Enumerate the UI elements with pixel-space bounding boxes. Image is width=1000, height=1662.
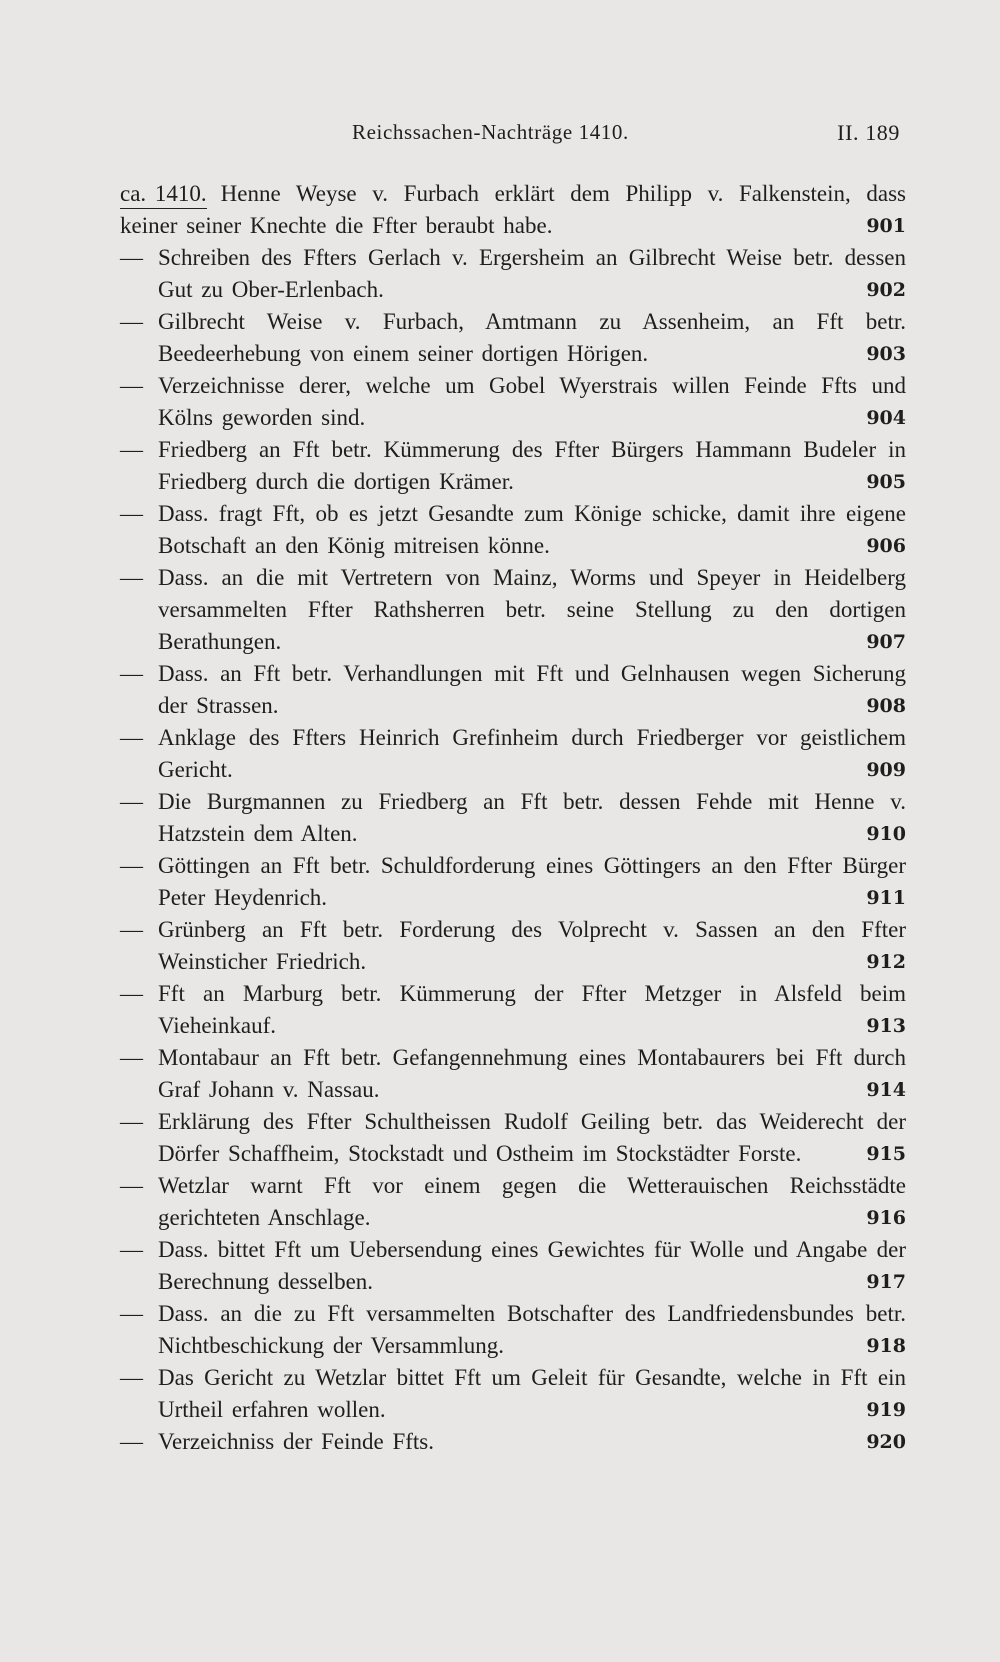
list-item — [120, 434, 910, 498]
list-item — [120, 178, 910, 242]
entry-text: Friedberg an Fft betr. Kümmerung des Ffter Bürgers Hammann Budeler in Friedberg durch die dortigen Krämer. — [158, 437, 906, 494]
entry-dash: — — [120, 1365, 143, 1390]
list-item — [120, 306, 910, 370]
list-item — [120, 1042, 910, 1106]
entry-number: 919 — [866, 1399, 906, 1421]
entry-number: 903 — [866, 343, 906, 365]
entry-text: Dass. an Fft betr. Verhandlungen mit Fft und Gelnhausen wegen Sicherung der Strassen. — [158, 661, 906, 718]
entry-text: Anklage des Ffters Heinrich Grefinheim durch Friedberger vor geistlichem Gericht. — [158, 725, 906, 782]
entry-text: Dass. an die zu Fft versammelten Botschafter des Landfriedensbundes betr. Nichtbeschickung der Versammlung. — [158, 1301, 906, 1358]
list-item — [120, 1362, 910, 1426]
entry-dash: — — [120, 853, 143, 878]
entry-dash: — — [120, 565, 143, 590]
entry-dash: — — [120, 917, 143, 942]
list-item — [120, 370, 910, 434]
entry-text: Wetzlar warnt Fft vor einem gegen die Wetterauischen Reichsstädte gerichteten Anschlage. — [158, 1173, 906, 1230]
entry-dash: — — [120, 1429, 143, 1454]
entry-text: Dass. bittet Fft um Uebersendung eines Gewichtes für Wolle und Angabe der Berechnung desselben. — [158, 1237, 906, 1294]
entry-number: 904 — [866, 407, 906, 429]
list-item — [120, 1106, 910, 1170]
entry-number: 902 — [866, 279, 906, 301]
entry-number: 915 — [866, 1143, 906, 1165]
list-item — [120, 978, 910, 1042]
entry-dash: — — [120, 1237, 143, 1262]
entry-number: 914 — [866, 1079, 906, 1101]
entry-number: 920 — [866, 1431, 906, 1453]
list-item — [120, 1426, 910, 1458]
entry-dash: — — [120, 1109, 143, 1134]
list-item — [120, 914, 910, 978]
entry-dash: — — [120, 1301, 143, 1326]
list-item — [120, 850, 910, 914]
entry-text: Dass. an die mit Vertretern von Mainz, Worms und Speyer in Heidelberg versammelten Ffter Rathsherren betr. seine Stellung zu den dortigen Berathungen. — [158, 565, 906, 654]
entry-text: Montabaur an Fft betr. Gefangennehmung eines Montabaurers bei Fft durch Graf Johann v. Nassau. — [158, 1045, 906, 1102]
entry-text: Schreiben des Ffters Gerlach v. Ergersheim an Gilbrecht Weise betr. dessen Gut zu Ober-Erlenbach. — [158, 245, 906, 302]
entry-text: Das Gericht zu Wetzlar bittet Fft um Geleit für Gesandte, welche in Fft ein Urtheil erfahren wollen. — [158, 1365, 906, 1422]
entry-dash: — — [120, 1045, 143, 1070]
header-title: Reichssachen-Nachträge 1410. — [352, 120, 629, 144]
list-item — [120, 1298, 910, 1362]
entry-number: 911 — [866, 887, 906, 909]
entry-text: Erklärung des Ffter Schultheissen Rudolf Geiling betr. das Weiderecht der Dörfer Schaffheim, Stockstadt und Ostheim im Stockstädter Forste. — [158, 1109, 906, 1166]
list-item — [120, 658, 910, 722]
entry-text: Fft an Marburg betr. Kümmerung der Ffter Metzger in Alsfeld beim Vieheinkauf. — [158, 981, 906, 1038]
entry-list — [120, 178, 910, 1458]
list-item — [120, 786, 910, 850]
entry-number: 909 — [866, 759, 906, 781]
list-item — [120, 242, 910, 306]
entry-dash: — — [120, 789, 143, 814]
entry-text: Henne Weyse v. Furbach erklärt dem Philipp v. Falkenstein, dass keiner seiner Knechte die Ffter beraubt habe. — [120, 181, 906, 238]
entry-text: Göttingen an Fft betr. Schuldforderung eines Göttingers an den Ffter Bürger Peter Heydenrich. — [158, 853, 906, 910]
entry-dash: — — [120, 437, 143, 462]
entry-text: Verzeichniss der Feinde Ffts. — [158, 1429, 434, 1454]
list-item — [120, 722, 910, 786]
entry-text: Verzeichnisse derer, welche um Gobel Wyerstrais willen Feinde Ffts und Kölns geworden sind. — [158, 373, 906, 430]
entry-dash: — — [120, 373, 143, 398]
entry-number: 913 — [866, 1015, 906, 1037]
entry-text: Dass. fragt Fft, ob es jetzt Gesandte zum Könige schicke, damit ihre eigene Botschaft an den König mitreisen könne. — [158, 501, 906, 558]
entry-dash: — — [120, 725, 143, 750]
entry-number: 910 — [866, 823, 906, 845]
entry-text: Gilbrecht Weise v. Furbach, Amtmann zu Assenheim, an Fft betr. Beedeerhebung von einem seiner dortigen Hörigen. — [158, 309, 906, 366]
list-item — [120, 498, 910, 562]
entry-dash: — — [120, 661, 143, 686]
entry-number: 906 — [866, 535, 906, 557]
entry-number: 905 — [866, 471, 906, 493]
entry-dash: — — [120, 1173, 143, 1198]
entry-number: 916 — [866, 1207, 906, 1229]
entry-dash: — — [120, 245, 143, 270]
running-header — [120, 120, 900, 154]
entry-number: 917 — [866, 1271, 906, 1293]
entry-number: 901 — [866, 215, 906, 237]
entry-dash: — — [120, 309, 143, 334]
entry-date: ca. 1410. — [120, 180, 207, 209]
page-number: II. 189 — [837, 120, 900, 145]
entry-text: Die Burgmannen zu Friedberg an Fft betr. dessen Fehde mit Henne v. Hatzstein dem Alten. — [158, 789, 906, 846]
entry-number: 912 — [866, 951, 906, 973]
list-item — [120, 1170, 910, 1234]
entry-number: 918 — [866, 1335, 906, 1357]
entry-dash: — — [120, 501, 143, 526]
entry-dash: — — [120, 981, 143, 1006]
list-item — [120, 562, 910, 658]
entry-text: Grünberg an Fft betr. Forderung des Volprecht v. Sassen an den Ffter Weinsticher Friedrich. — [158, 917, 906, 974]
entry-number: 908 — [866, 695, 906, 717]
list-item — [120, 1234, 910, 1298]
entry-number: 907 — [866, 631, 906, 653]
